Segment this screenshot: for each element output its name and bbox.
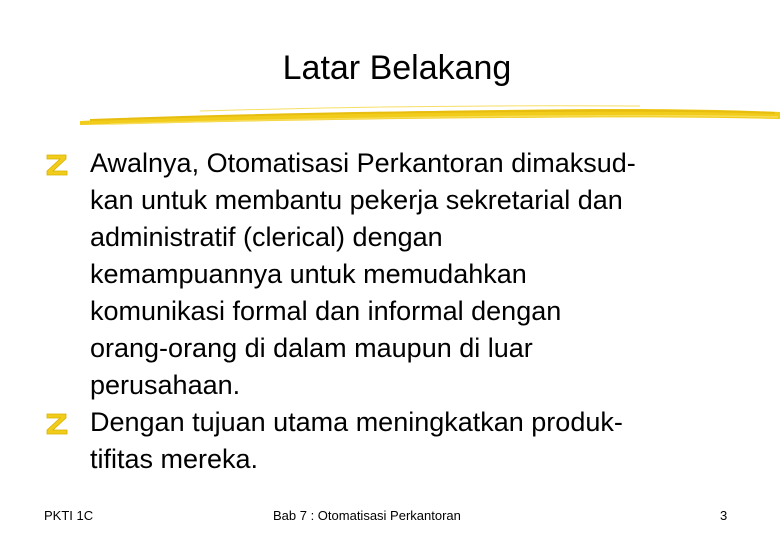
footer-chapter-title: Bab 7 : Otomatisasi Perkantoran [273, 508, 461, 523]
z-dingbat-icon [44, 151, 70, 177]
bullet-item [44, 404, 744, 478]
bullet-line: kan untuk membantu pekerja sekretarial dan [90, 185, 623, 215]
bullet-line: Dengan tujuan utama meningkatkan produk- [90, 407, 623, 437]
footer-page-number: 3 [720, 508, 728, 523]
footer-course-code: PKTI 1C [44, 508, 94, 523]
bullet-line: perusahaan. [90, 370, 241, 400]
bullet-line: orang-orang di dalam maupun di luar [90, 333, 533, 363]
bullet-line: tifitas mereka. [90, 444, 259, 474]
bullet-list [44, 145, 744, 478]
slide-title: Latar Belakang [282, 49, 512, 87]
z-dingbat-icon [44, 410, 70, 436]
title-underline-brushstroke [80, 100, 780, 130]
bullet-line: administratif (clerical) dengan [90, 222, 443, 252]
bullet-item [44, 145, 744, 404]
bullet-line: komunikasi formal dan informal dengan [90, 296, 562, 326]
bullet-line: kemampuannya untuk memudahkan [90, 259, 527, 289]
bullet-line: Awalnya, Otomatisasi Perkantoran dimaksud- [90, 148, 636, 178]
